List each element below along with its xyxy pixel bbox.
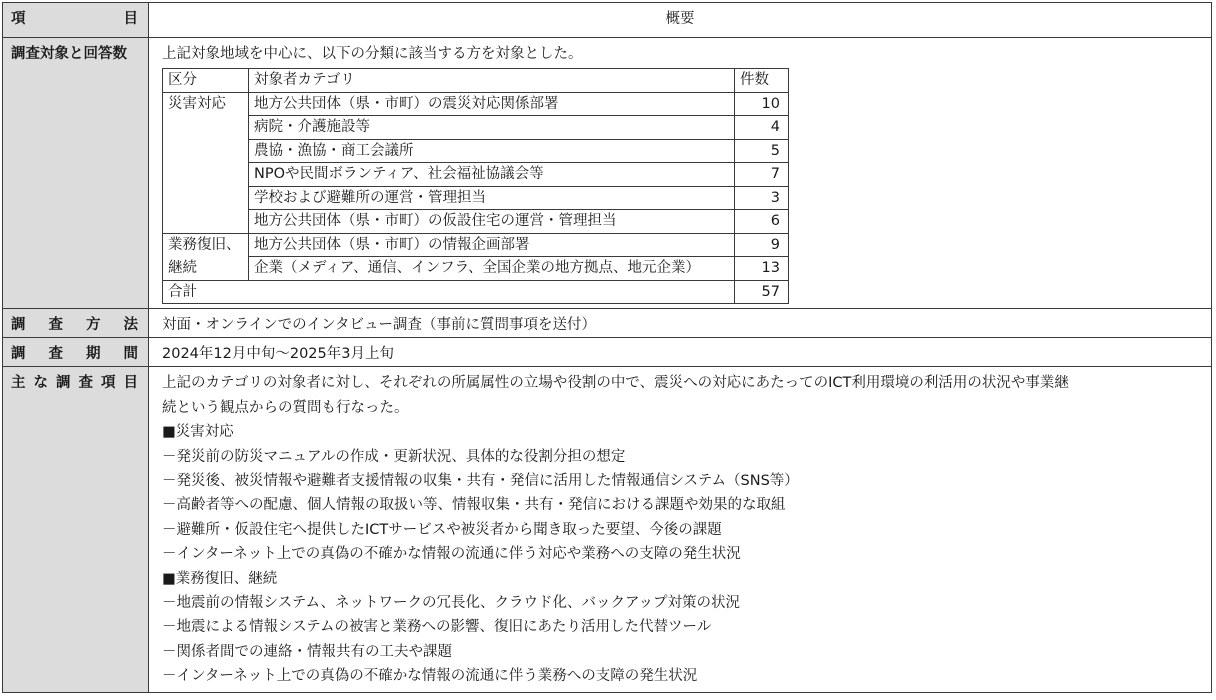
items-label-char-2: な (33, 375, 48, 392)
items-intro-line2: 続という観点からの質問も行なった。 (162, 399, 409, 416)
survey-overview-table (2, 2, 1212, 693)
category-cell: 学校および避難所の運営・管理担当 (249, 186, 735, 210)
category-cell: 地方公共団体（県・市町）の仮設住宅の運営・管理担当 (249, 210, 735, 234)
total-label: 合計 (163, 280, 735, 304)
method-row (3, 309, 1212, 338)
survey-target-row (3, 38, 1212, 309)
count-cell: 4 (735, 116, 789, 140)
table-row (163, 186, 789, 210)
items-label-char-6: 目 (123, 375, 138, 392)
items-label-char-5: 項 (101, 375, 116, 392)
method-label-char-1: 調 (11, 317, 26, 334)
category-cell: NPOや民間ボランティア、社会福祉協議会等 (249, 163, 735, 187)
header-item-char-2: 目 (123, 11, 138, 27)
method-value: 対面・オンラインでのインタビュー調査（事前に質問事項を送付） (149, 309, 1212, 338)
group-cell-empty (163, 139, 249, 163)
table-row (163, 233, 789, 257)
method-label-char-2: 査 (48, 317, 63, 334)
category-cell: 企業（メディア、通信、インフラ、全国企業の地方拠点、地元企業） (249, 257, 735, 281)
period-row (3, 338, 1212, 367)
category-cell: 農協・漁協・商工会議所 (249, 139, 735, 163)
list-item: －発災後、被災情報や避難者支援情報の収集・共有・発信に活用した情報通信システム（SNS等） (162, 473, 799, 490)
count-cell: 13 (735, 257, 789, 281)
list-item: －関係者間での連絡・情報共有の工夫や課題 (162, 643, 452, 660)
group-cell-empty (163, 210, 249, 234)
list-item: －地震前の情報システム、ネットワークの冗長化、クラウド化、バックアップ対策の状況 (162, 595, 740, 612)
category-cell: 地方公共団体（県・市町）の情報企画部署 (249, 233, 735, 257)
header-item-label (3, 3, 149, 38)
count-cell: 7 (735, 163, 789, 187)
table-row (163, 116, 789, 140)
count-cell: 5 (735, 139, 789, 163)
col-header-count: 件数 (735, 69, 789, 93)
target-category-table (162, 68, 789, 304)
items-label-char-1: 主 (11, 375, 26, 392)
header-row (3, 3, 1212, 38)
count-cell: 10 (735, 92, 789, 116)
col-header-category: 対象者カテゴリ (249, 69, 735, 93)
table-row (163, 163, 789, 187)
table-row (163, 257, 789, 281)
section-title-disaster: ■災害対応 (162, 424, 234, 441)
target-table-header (163, 69, 789, 93)
total-row (163, 280, 789, 304)
group-cell-empty (163, 163, 249, 187)
table-row (163, 92, 789, 116)
period-label-char-1: 調 (11, 346, 26, 363)
list-item: －インターネット上での真偽の不確かな情報の流通に伴う業務への支障の発生状況 (162, 668, 698, 685)
items-content (149, 367, 1212, 692)
list-item: －避難所・仮設住宅へ提供したICTサービスや被災者から聞き取った要望、今後の課題 (162, 521, 722, 538)
group-business-recovery-line1: 業務復旧、 (163, 233, 249, 257)
items-label-char-4: 査 (78, 375, 93, 392)
period-label-char-3: 期 (86, 346, 101, 363)
total-count: 57 (735, 280, 789, 304)
table-row (163, 139, 789, 163)
group-cell-empty (163, 186, 249, 210)
list-item: －発災前の防災マニュアルの作成・更新状況、具体的な役割分担の想定 (162, 448, 626, 465)
items-label (3, 367, 149, 692)
category-cell: 地方公共団体（県・市町）の震災対応関係部署 (249, 92, 735, 116)
survey-target-label: 調査対象と回答数 (3, 38, 149, 309)
section-title-business: ■業務復旧、継続 (162, 570, 278, 587)
count-cell: 9 (735, 233, 789, 257)
period-label-char-4: 間 (123, 346, 138, 363)
col-header-division: 区分 (163, 69, 249, 93)
period-label (3, 338, 149, 367)
list-item: －高齢者等への配慮、個人情報の取扱い等、情報収集・共有・発信における課題や効果的な取組 (162, 497, 786, 514)
method-label-char-4: 法 (123, 317, 138, 334)
survey-target-intro: 上記対象地域を中心に、以下の分類に該当する方を対象とした。 (162, 46, 583, 62)
period-label-char-2: 査 (48, 346, 63, 363)
period-value: 2024年12月中旬～2025年3月上旬 (149, 338, 1212, 367)
count-cell: 6 (735, 210, 789, 234)
list-item: －地震による情報システムの被害と業務への影響、復旧にあたり活用した代替ツール (162, 619, 712, 636)
table-row (163, 210, 789, 234)
method-label (3, 309, 149, 338)
items-label-char-3: 調 (56, 375, 71, 392)
survey-target-content (149, 38, 1212, 309)
category-cell: 病院・介護施設等 (249, 116, 735, 140)
header-item-char-1: 項 (11, 11, 26, 27)
items-intro-line1: 上記のカテゴリの対象者に対し、それぞれの所属属性の立場や役割の中で、震災への対応にあたってのICT利用環境の利活用の状況や事業継 (162, 375, 1069, 392)
count-cell: 3 (735, 186, 789, 210)
list-item: －インターネット上での真偽の不確かな情報の流通に伴う対応や業務への支障の発生状況 (162, 546, 741, 563)
group-business-recovery-line2: 継続 (163, 257, 249, 281)
method-label-char-3: 方 (86, 317, 101, 334)
items-row (3, 367, 1212, 692)
header-overview-label: 概要 (149, 3, 1212, 38)
group-cell-empty (163, 116, 249, 140)
group-disaster-response: 災害対応 (163, 92, 249, 116)
